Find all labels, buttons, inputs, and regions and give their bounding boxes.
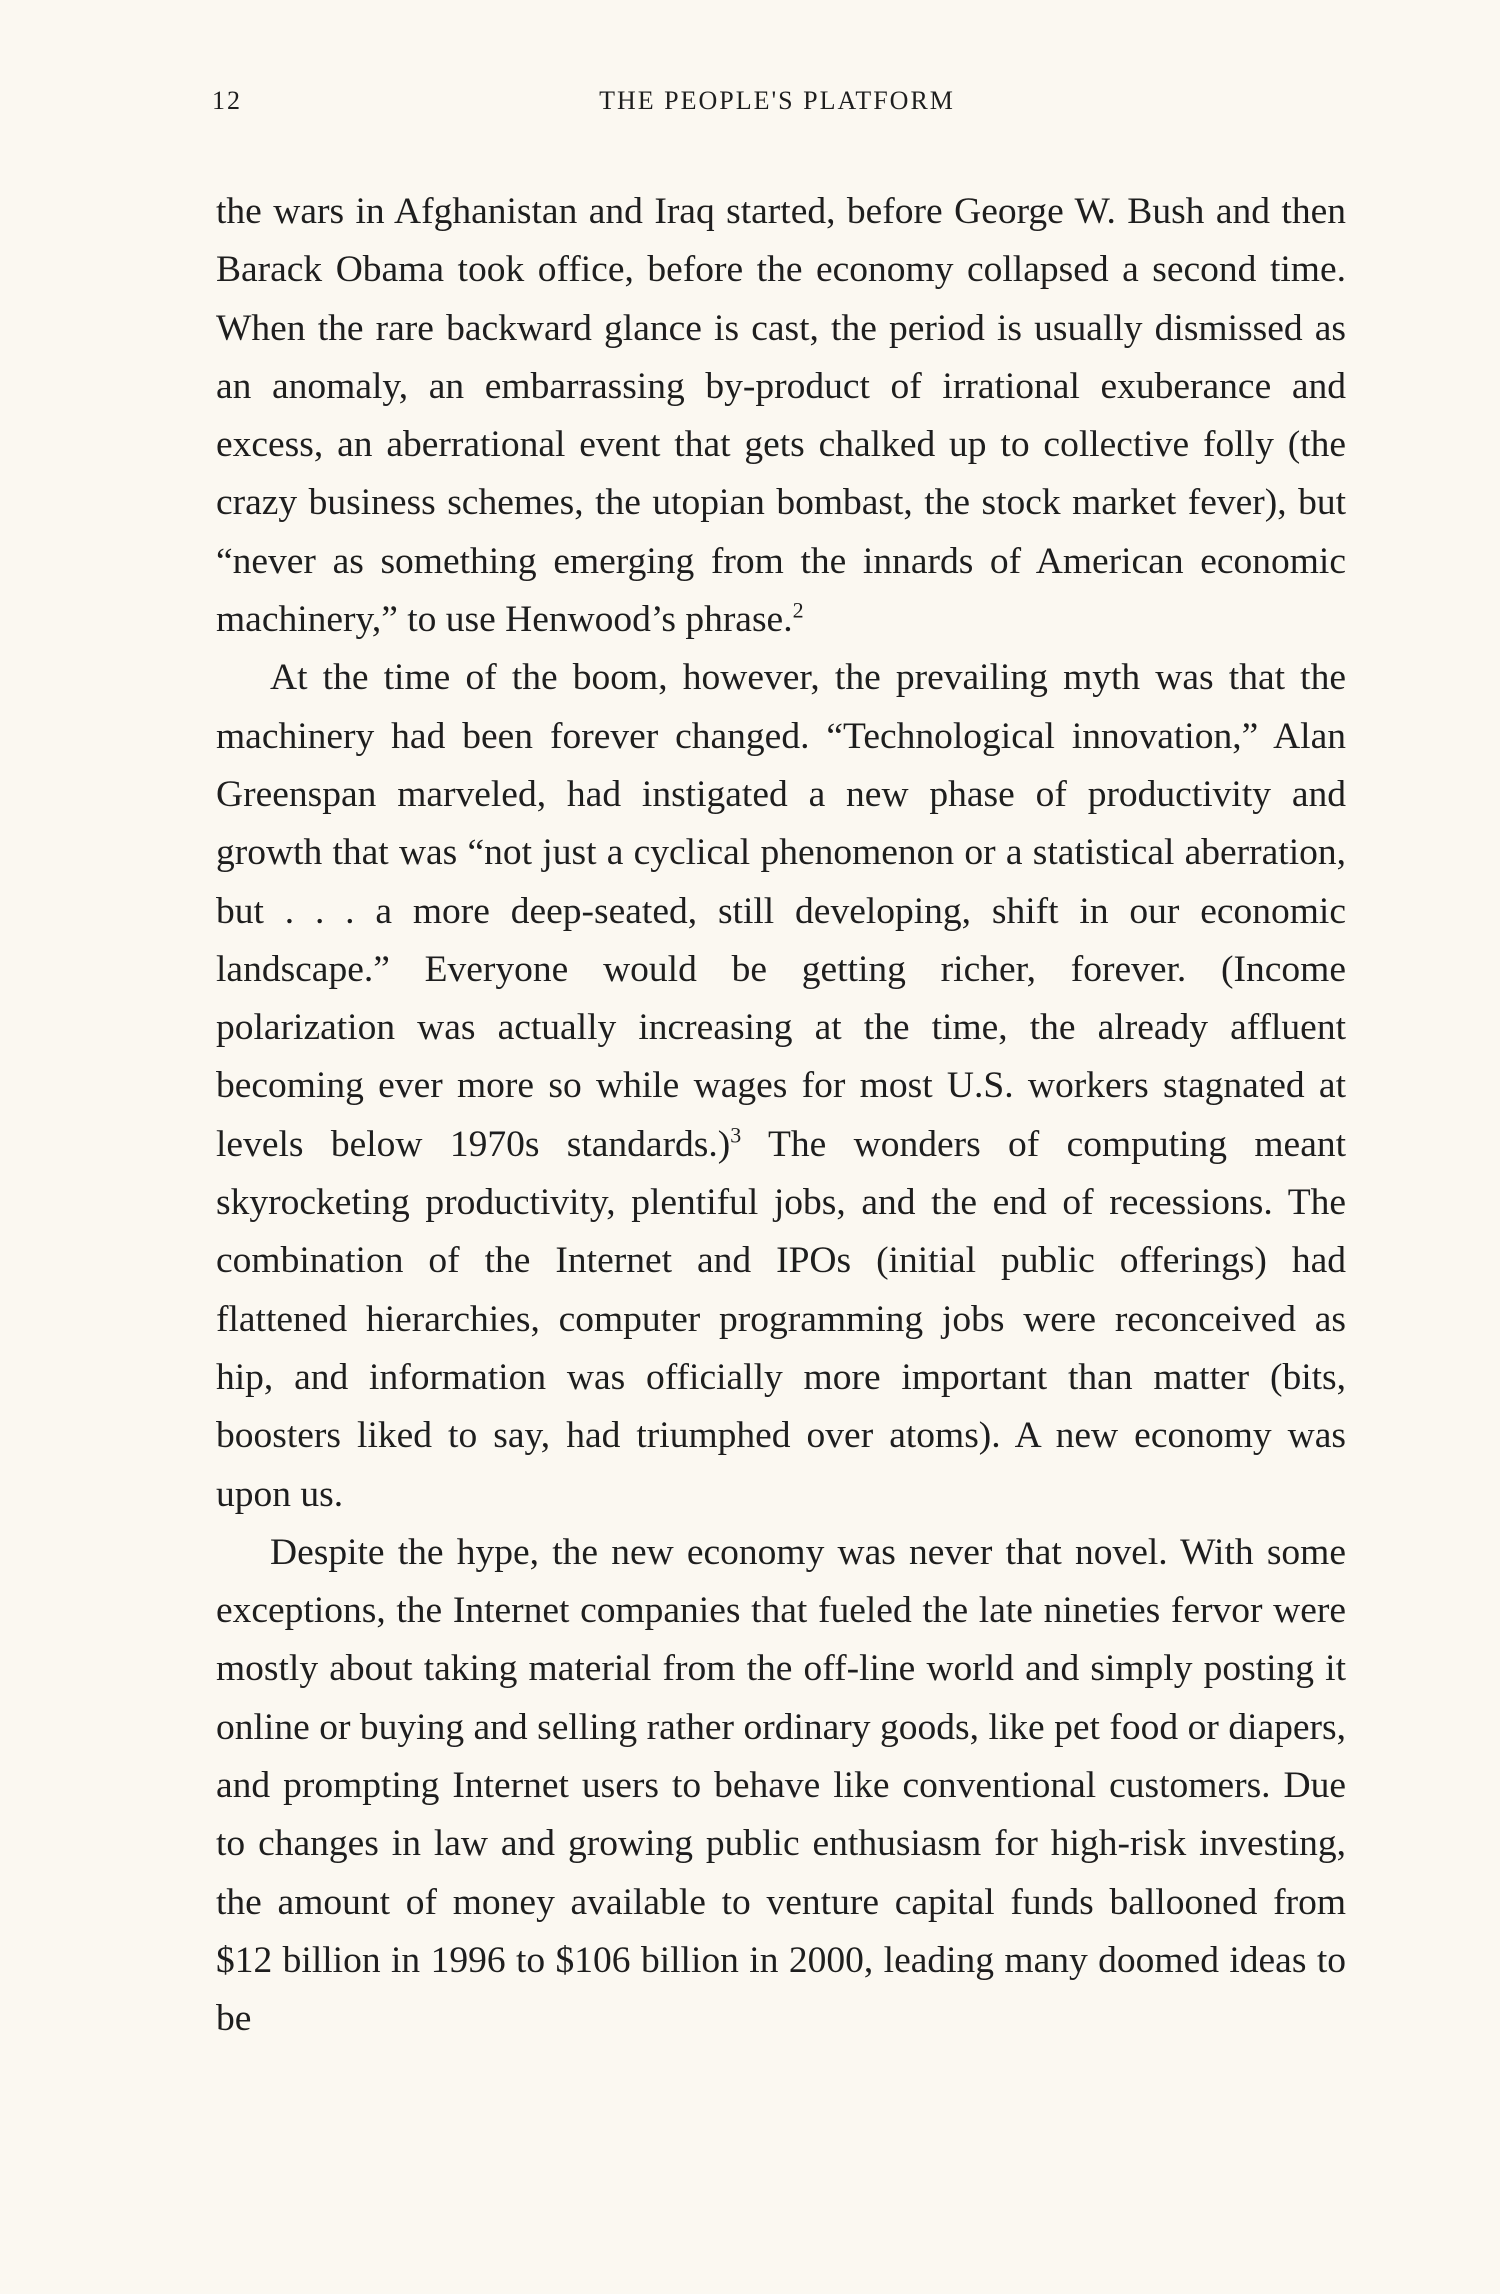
paragraph-2 <box>216 649 1346 1523</box>
footnote-marker-3: 3 <box>730 1122 742 1148</box>
page-number: 12 <box>212 86 242 115</box>
footnote-marker-2: 2 <box>792 597 804 623</box>
paragraph-3 <box>216 1524 1346 2049</box>
paragraph-2-text-a: At the time of the boom, however, the prevailing myth was that the machinery had been forever changed. “Technological innovation,” Alan Greenspan marveled, had instigated a new phase of productivity and growth that was “not just a cyclical phenomenon or a statistical aberration, but . . . a more deep-seated, still developing, shift in our economic landscape.” Everyone would be getting richer, forever. (Income polarization was actually increasing at the time, the already affluent becoming ever more so while wages for most U.S. workers stagnated at levels below 1970s standards.) <box>216 657 1346 1165</box>
running-title: THE PEOPLE'S PLATFORM <box>599 86 955 115</box>
paragraph-2-text-b: The wonders of computing meant skyrocketing productivity, plentiful jobs, and the end of recessions. The combination of the Internet and IPOs (initial public offerings) had flattened hierarchies, computer programming jobs were reconceived as hip, and information was officially more important than matter (bits, boosters liked to say, had triumphed over atoms). A new economy was upon us. <box>216 1123 1347 1515</box>
paragraph-3-text: Despite the hype, the new economy was never that novel. With some exceptions, the Internet companies that fueled the late nineties fervor were mostly about taking material from the off-line world and simply posting it online or buying and selling rather ordinary goods, like pet food or diapers, and prompting Internet users to behave like conventional customers. Due to changes in law and growing public enthusiasm for high-risk investing, the amount of money available to venture capital funds ballooned from $12 billion in 1996 to $106 billion in 2000, leading many doomed ideas to be <box>216 1531 1346 2040</box>
running-head <box>212 86 1342 126</box>
body-text <box>216 183 1346 2049</box>
paragraph-1 <box>216 183 1346 649</box>
paragraph-1-text: the wars in Afghanistan and Iraq started, before George W. Bush and then Barack Obama took office, before the economy collapsed a second time. When the rare backward glance is cast, the period is usually dismissed as an anomaly, an embarrassing by-product of irrational exuberance and excess, an aberrational event that gets chalked up to collective folly (the crazy business schemes, the utopian bombast, the stock market fever), but “never as something emerging from the innards of American economic machinery,” to use Henwood’s phrase. <box>216 191 1346 641</box>
